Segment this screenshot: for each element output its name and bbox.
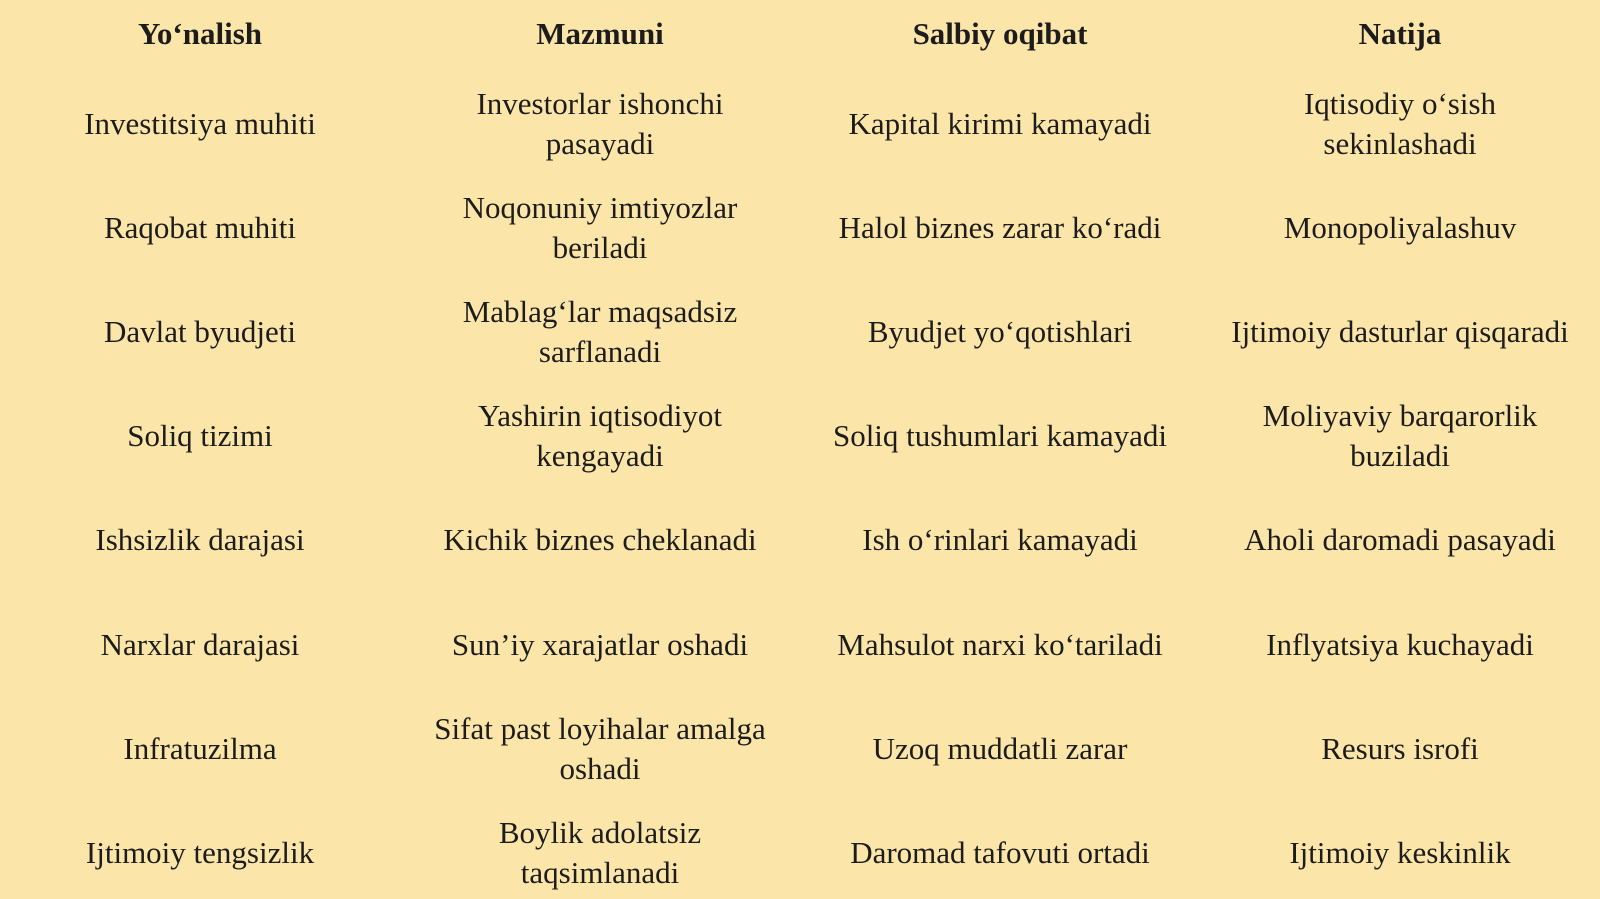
table-cell: Raqobat muhiti — [103, 210, 296, 246]
header-content: Mazmuni — [536, 16, 664, 51]
table-cell: Moliyaviy barqarorlik buziladi — [1262, 398, 1538, 474]
header-direction: Yoʻnalish — [137, 16, 263, 51]
table-cell: Aholi daromadi pasayadi — [1244, 522, 1556, 558]
table-cell: Infratuzilma — [123, 730, 277, 766]
table-cell: Byudjet yoʻqotishlari — [867, 314, 1133, 350]
table-cell: Sun’iy xarajatlar oshadi — [451, 626, 749, 662]
table-cell: Mahsulot narxi koʻtariladi — [837, 626, 1163, 662]
table-cell: Daromad tafovuti ortadi — [850, 834, 1150, 870]
table-cell: Iqtisodiy oʻsish sekinlashadi — [1303, 86, 1497, 162]
table-cell: Boylik adolatsiz taqsimlanadi — [498, 814, 702, 890]
table-cell: Davlat byudjeti — [104, 314, 296, 350]
table-cell: Ishsizlik darajasi — [95, 522, 305, 558]
table-cell: Ish oʻrinlari kamayadi — [862, 522, 1138, 558]
table-cell: Soliq tushumlari kamayadi — [832, 418, 1168, 454]
table-cell: Monopoliyalashuv — [1283, 210, 1517, 246]
table-cell: Mablagʻlar maqsadsiz sarflanadi — [462, 294, 738, 370]
table-cell: Ijtimoiy keskinlik — [1289, 834, 1511, 870]
table-cell: Ijtimoiy tengsizlik — [85, 834, 315, 870]
header-negative-consequence: Salbiy oqibat — [912, 16, 1088, 51]
table-cell: Sifat past loyihalar amalga oshadi — [434, 710, 766, 786]
table-cell: Soliq tizimi — [127, 418, 273, 454]
table-cell: Kichik biznes cheklanadi — [443, 522, 757, 558]
table-cell: Investorlar ishonchi pasayadi — [476, 86, 724, 162]
table-cell: Inflyatsiya kuchayadi — [1266, 626, 1534, 662]
table-cell: Kapital kirimi kamayadi — [848, 106, 1152, 142]
table-cell: Uzoq muddatli zarar — [872, 730, 1128, 766]
table-cell: Noqonuniy imtiyozlar beriladi — [462, 190, 738, 266]
table-cell: Investitsiya muhiti — [84, 106, 316, 142]
table-cell: Resurs isrofi — [1321, 730, 1479, 766]
header-result: Natija — [1358, 16, 1442, 51]
table-cell: Yashirin iqtisodiyot kengayadi — [477, 398, 723, 474]
table-cell: Halol biznes zarar koʻradi — [838, 210, 1162, 246]
table-cell: Narxlar darajasi — [100, 626, 300, 662]
table-cell: Ijtimoiy dasturlar qisqaradi — [1231, 314, 1569, 350]
